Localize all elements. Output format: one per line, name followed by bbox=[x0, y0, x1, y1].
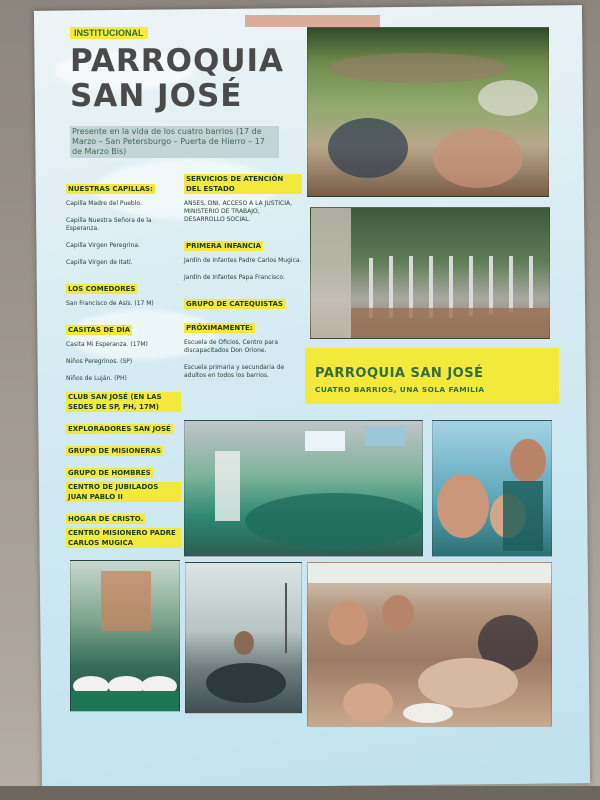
group-heading: CENTRO MISIONERO PADRE CARLOS MUGICA bbox=[66, 528, 181, 548]
proximamente-item: Escuela de Oficios, Centro para discapacitados Don Orione. bbox=[184, 339, 279, 354]
catequistas-heading: GRUPO DE CATEQUISTAS bbox=[186, 300, 283, 308]
capilla-item: Capilla Virgen Peregrina. bbox=[66, 242, 140, 249]
capilla-item: Capilla Nuestra Señora de la Esperanza. bbox=[66, 217, 152, 232]
page-title bbox=[70, 44, 300, 114]
photo-celebration-flags bbox=[184, 420, 423, 557]
group-heading: CENTRO DE JUBILADOS JUAN PABLO II bbox=[66, 482, 181, 502]
photo-shared-meal bbox=[307, 562, 552, 727]
infancia-item: Jardín de Infantes Padre Carlos Mugica. bbox=[184, 257, 302, 264]
left-column bbox=[66, 176, 181, 552]
capilla-item: Capilla Madre del Pueblo. bbox=[66, 200, 142, 207]
comedores-heading: LOS COMEDORES bbox=[68, 285, 136, 293]
capilla-item: Capilla Virgen de Itatí. bbox=[66, 259, 133, 266]
header-strip bbox=[245, 15, 380, 27]
banner-subtitle: CUATRO BARRIOS, UNA SOLA FAMILIA bbox=[315, 385, 485, 394]
group-heading: GRUPO DE HOMBRES bbox=[68, 469, 151, 477]
title-line-1: PARROQUIA bbox=[70, 43, 285, 79]
group-heading: HOGAR DE CRISTO. bbox=[68, 515, 144, 523]
casita-item: Niños Peregrinos. (SP) bbox=[66, 358, 133, 365]
photo-procession bbox=[70, 560, 180, 712]
title-line-2: SAN JOSÉ bbox=[70, 78, 243, 114]
section-tag: INSTITUCIONAL bbox=[70, 27, 148, 39]
floor bbox=[0, 786, 600, 800]
group-heading: GRUPO DE MISIONERAS bbox=[68, 447, 162, 455]
right-column bbox=[184, 174, 302, 389]
intro-text: Presente en la vida de los cuatro barrios (17 de Marzo – San Petersburgo – Puerta de Hierro – 17 de Marzo Bis) bbox=[70, 126, 279, 158]
capillas-heading: NUESTRAS CAPILLAS: bbox=[68, 185, 153, 193]
casita-item: Niños de Luján. (PH) bbox=[66, 375, 127, 382]
photo-crowd-street bbox=[185, 562, 302, 714]
photo-selfie bbox=[432, 420, 552, 557]
photo-fence-gathering bbox=[310, 207, 550, 339]
proximamente-item: Escuela primaria y secundaria de adultos en todos los barrios. bbox=[184, 364, 285, 379]
infancia-item: Jardín de Infantes Papa Francisco. bbox=[184, 274, 285, 281]
casitas-heading: CASITAS DE DÍA bbox=[68, 326, 131, 334]
comedor-item: San Francisco de Asís. (17 M) bbox=[66, 300, 154, 307]
servicio-item: ANSES, DNI, ACCESO A LA JUSTICIA, MINISTERIO DE TRABAJO, DESARROLLO SOCIAL. bbox=[184, 200, 292, 223]
casita-item: Casita Mi Esperanza. (17M) bbox=[66, 341, 148, 348]
banner bbox=[305, 348, 559, 404]
photo-youth-gathering bbox=[307, 27, 549, 197]
group-heading: CLUB SAN JOSÉ (EN LAS SEDES DE SP, PH, 17M) bbox=[66, 392, 181, 412]
group-heading: EXPLORADORES SAN JOSÉ bbox=[68, 425, 171, 433]
servicios-heading: SERVICIOS DE ATENCIÓN DEL ESTADO bbox=[184, 174, 302, 194]
proximamente-heading: PRÓXIMAMENTE: bbox=[186, 324, 253, 332]
banner-title: PARROQUIA SAN JOSÉ bbox=[315, 366, 484, 381]
infancia-heading: PRIMERA INFANCIA bbox=[186, 242, 261, 250]
